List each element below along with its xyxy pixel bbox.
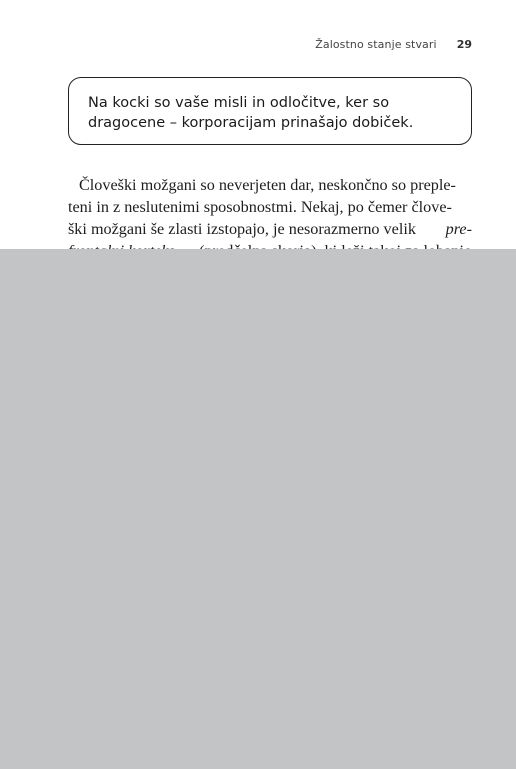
- gray-overlay: [0, 249, 516, 769]
- body-line-1: [68, 174, 472, 196]
- callout-line-1: Na kocki so vaše misli in odločitve, ker so: [88, 95, 390, 111]
- callout-line-2: dragocene – korporacijam prinašajo dobiček.: [88, 115, 414, 131]
- body-line-3-italic: pre-: [445, 220, 472, 238]
- running-header: [315, 38, 472, 51]
- callout-box: [68, 77, 472, 145]
- body-line-3-text: ški možgani še zlasti izstopajo, je nesorazmerno velik: [68, 220, 416, 238]
- body-line-1-text: Človeški možgani so neverjeten dar, neskončno so preple-: [79, 176, 456, 194]
- body-line-3: [68, 218, 472, 240]
- header-title: Žalostno stanje stvari: [315, 38, 437, 51]
- body-line-2-text: teni in z neslutenimi sposobnostmi. Nekaj, po čemer člove-: [68, 198, 452, 216]
- page-number: 29: [456, 38, 472, 51]
- body-line-2: [68, 196, 472, 218]
